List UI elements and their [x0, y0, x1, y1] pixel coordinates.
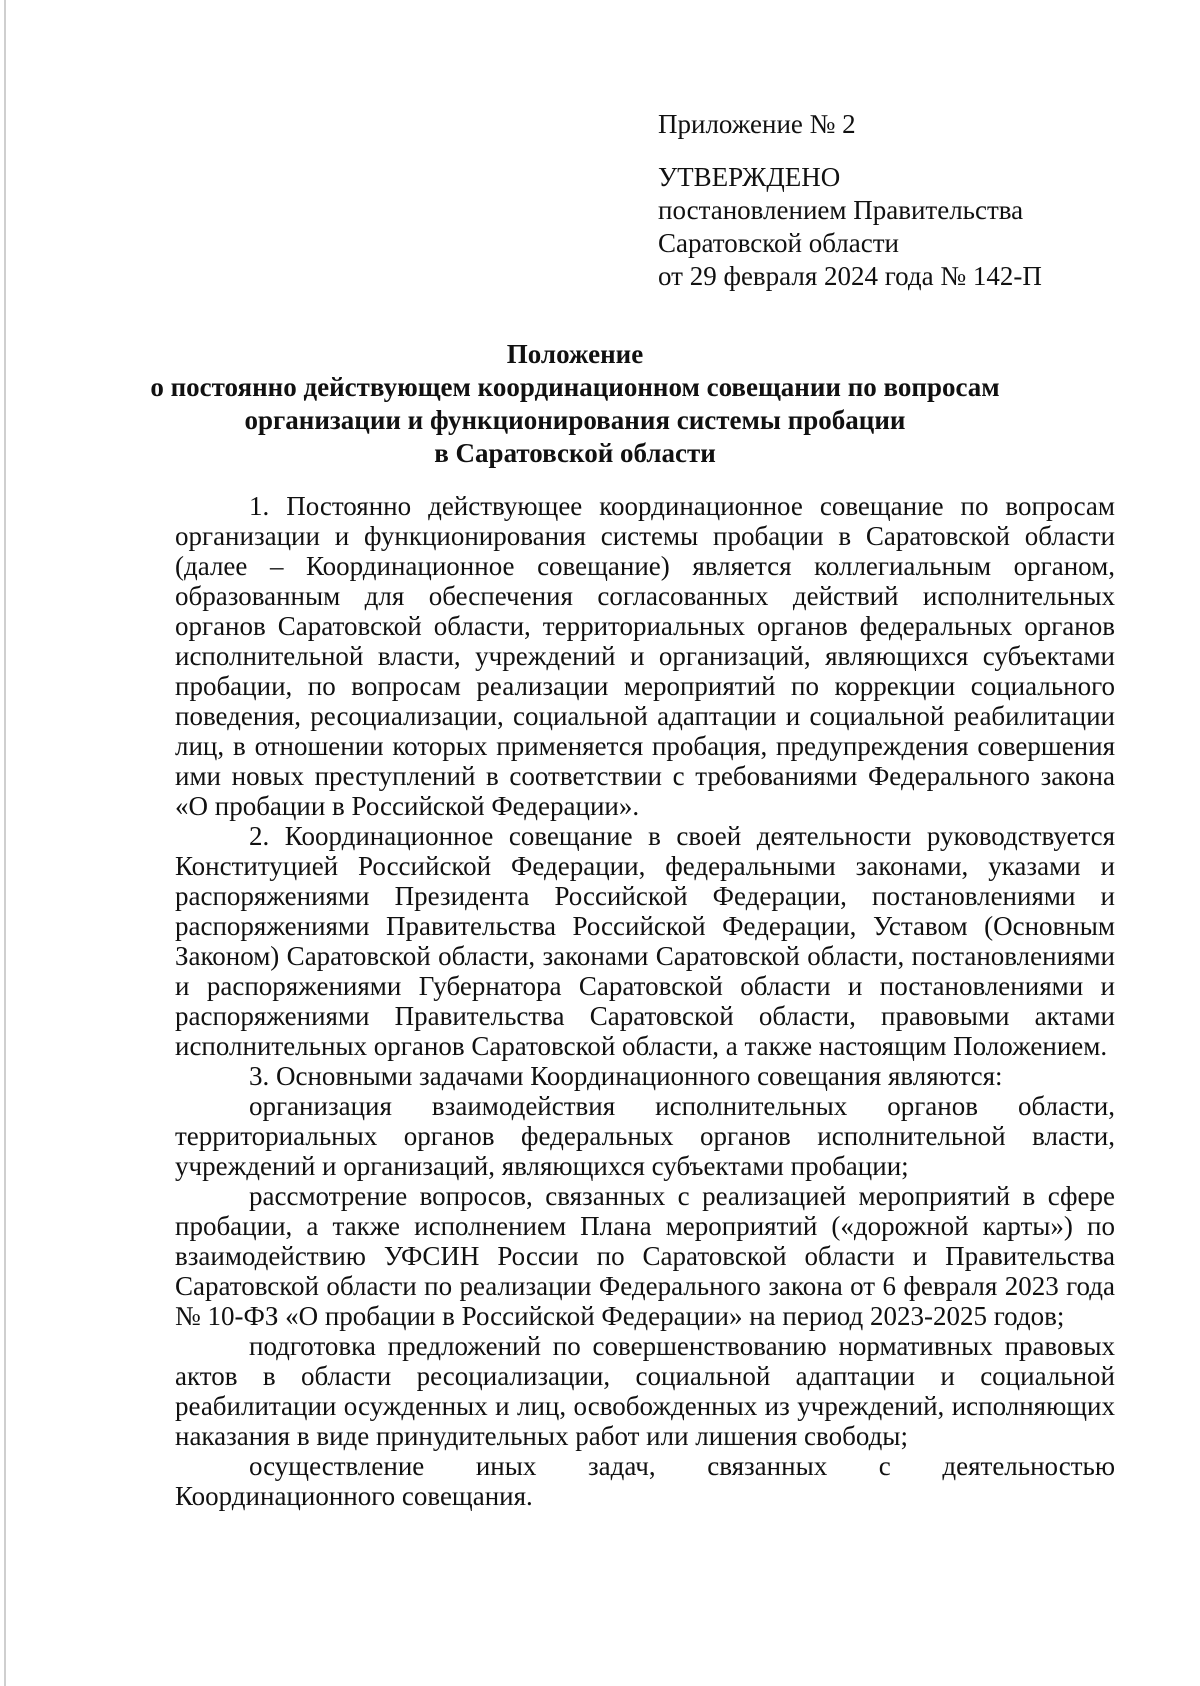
appendix-label: Приложение № 2	[658, 109, 856, 139]
paragraph-1: 1. Постоянно действующее координационное совещание по вопросам организации и функционирования системы пробации в Саратовской области (далее – Координационное совещание) является коллегиальным органом, образованным для обеспечения согласованных действий исполнительных органов Саратовской области, территориальных органов федеральных органов исполнительной власти, учреждений и организаций, являющихся субъектами пробации, по вопросам реализации мероприятий по коррекции социального поведения, ресоциализации, социальной адаптации и социальной реабилитации лиц, в отношении которых применяется пробация, предупреждения совершения ими новых преступлений в соответствии с требованиями Федерального закона «О пробации в Российской Федерации».	[175, 491, 1115, 821]
scan-edge-line	[4, 0, 6, 1686]
title-line-2: о постоянно действующем координационном совещании по вопросам	[150, 372, 1000, 402]
paragraph-4: организация взаимодействия исполнительных органов области, территориальных органов федеральных органов исполнительной власти, учреждений и организаций, являющихся субъектами пробации;	[175, 1091, 1115, 1181]
approval-line-1: постановлением Правительства	[658, 195, 1024, 225]
paragraph-6: подготовка предложений по совершенствованию нормативных правовых актов в области ресоциализации, социальной адаптации и социальной реабилитации осужденных и лиц, освобожденных из учреждений, исполняющих наказания в виде принудительных работ или лишения свободы;	[175, 1331, 1115, 1451]
approval-line-3: от 29 февраля 2024 года № 142-П	[658, 261, 1042, 291]
document-title	[140, 338, 1010, 470]
approval-line-2: Саратовской области	[658, 228, 899, 258]
document-body	[175, 491, 1115, 1511]
title-line-1: Положение	[506, 339, 644, 369]
approval-block	[658, 108, 1158, 293]
approved-stamp-text: УТВЕРЖДЕНО	[658, 162, 841, 192]
paragraph-7: осуществление иных задач, связанных с деятельностью Координационного совещания.	[175, 1451, 1115, 1511]
paragraph-2: 2. Координационное совещание в своей деятельности руководствуется Конституцией Российской Федерации, федеральными законами, указами и распоряжениями Президента Российской Федерации, постановлениями и распоряжениями Правительства Российской Федерации, Уставом (Основным Законом) Саратовской области, законами Саратовской области, постановлениями и распоряжениями Губернатора Саратовской области и постановлениями и распоряжениями Правительства Саратовской области, правовыми актами исполнительных органов Саратовской области, а также настоящим Положением.	[175, 821, 1115, 1061]
paragraph-5: рассмотрение вопросов, связанных с реализацией мероприятий в сфере пробации, а также исполнением Плана мероприятий («дорожной карты») по взаимодействию УФСИН России по Саратовской области и Правительства Саратовской области по реализации Федерального закона от 6 февраля 2023 года № 10-ФЗ «О пробации в Российской Федерации» на период 2023-2025 годов;	[175, 1181, 1115, 1331]
paragraph-3: 3. Основными задачами Координационного совещания являются:	[249, 1061, 1003, 1091]
title-line-4: в Саратовской области	[434, 438, 716, 468]
title-line-3: организации и функционирования системы пробации	[244, 405, 906, 435]
